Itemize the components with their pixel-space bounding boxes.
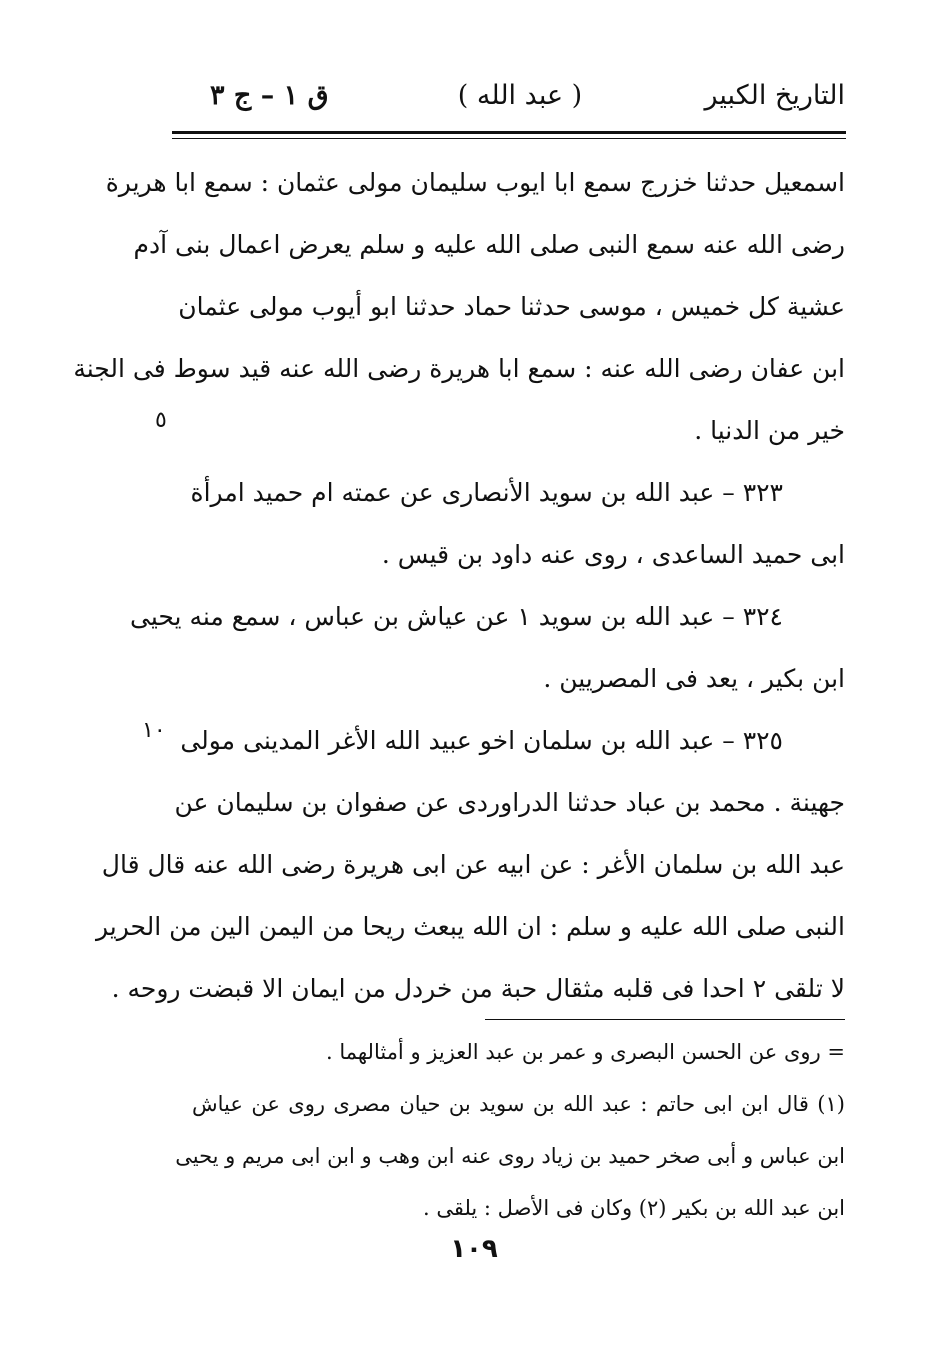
footnote-line: = روى عن الحسن البصرى و عمر بن عبد العزيز و أمثالهما . (325, 1040, 845, 1064)
volume-reference: ق ١ – ج ٣ (210, 80, 329, 111)
text-line: عشية كل خميس ، موسى حدثنا حماد حدثنا ابو أيوب مولى عثمان (178, 292, 845, 321)
text-line: لا تلقى ٢ احدا فى قلبه مثقال حبة من خردل من ايمان الا قبضت روحه . (111, 974, 845, 1003)
entry-324: ٣٢٤ – عبد الله بن سويد ١ عن عياش بن عباس ، سمع منه يحيى (130, 602, 783, 631)
text-line: ابن بكير ، يعد فى المصريين . (543, 664, 845, 693)
text-line: عبد الله بن سلمان الأغر : عن ابيه عن ابى هريرة رضى الله عنه قال قال (101, 850, 845, 879)
entry-323: ٣٢٣ – عبد الله بن سويد الأنصارى عن عمته ام حميد امرأة (190, 478, 783, 507)
text-line: النبى صلى الله عليه و سلم : ان الله يبعث ريحا من اليمن الين من الحرير (95, 912, 845, 941)
page-number: ١٠٩ (450, 1234, 498, 1264)
footnote-line: ابن عباس و أبى صخر حميد بن زياد روى عنه ابن وهب و ابن ابى مريم و يحيى (175, 1144, 845, 1168)
text-line: خير من الدنيا . (694, 416, 845, 445)
header-rule-thick (172, 131, 846, 134)
text-line: رضى الله عنه سمع النبى صلى الله عليه و سلم يعرض اعمال بنى آدم (133, 230, 845, 259)
line-number-10: ١٠ (142, 718, 166, 743)
text-line: جهينة . محمد بن عباد حدثنا الدراوردى عن صفوان بن سليمان عن (174, 788, 845, 817)
footnotes (175, 1026, 845, 1234)
running-header (195, 72, 845, 128)
entry-325: ٣٢٥ – عبد الله بن سلمان اخو عبيد الله الأغر المدينى مولى (180, 726, 783, 755)
footnote-line: (١) قال ابن ابى حاتم : عبد الله بن سويد بن حيان مصرى روى عن عياش (192, 1092, 845, 1116)
text-line: ابى حميد الساعدى ، روى عنه داود بن قيس . (381, 540, 845, 569)
footnote-line: ابن عبد الله بن بكير (٢) وكان فى الأصل : يلقى . (422, 1196, 845, 1220)
footnote-rule (485, 1019, 845, 1020)
header-rule-thin (172, 138, 846, 139)
section-name: ( عبد الله ) (457, 80, 583, 111)
text-line: ابن عفان رضى الله عنه : سمع ابا هريرة رضى الله عنه قيد سوط فى الجنة (73, 354, 845, 383)
book-title: التاريخ الكبير (704, 80, 845, 111)
text-line: اسمعيل حدثنا خزرج سمع ابا ايوب سليمان مولى عثمان : سمع ابا هريرة (105, 168, 845, 197)
line-number-5: ٥ (155, 408, 167, 433)
